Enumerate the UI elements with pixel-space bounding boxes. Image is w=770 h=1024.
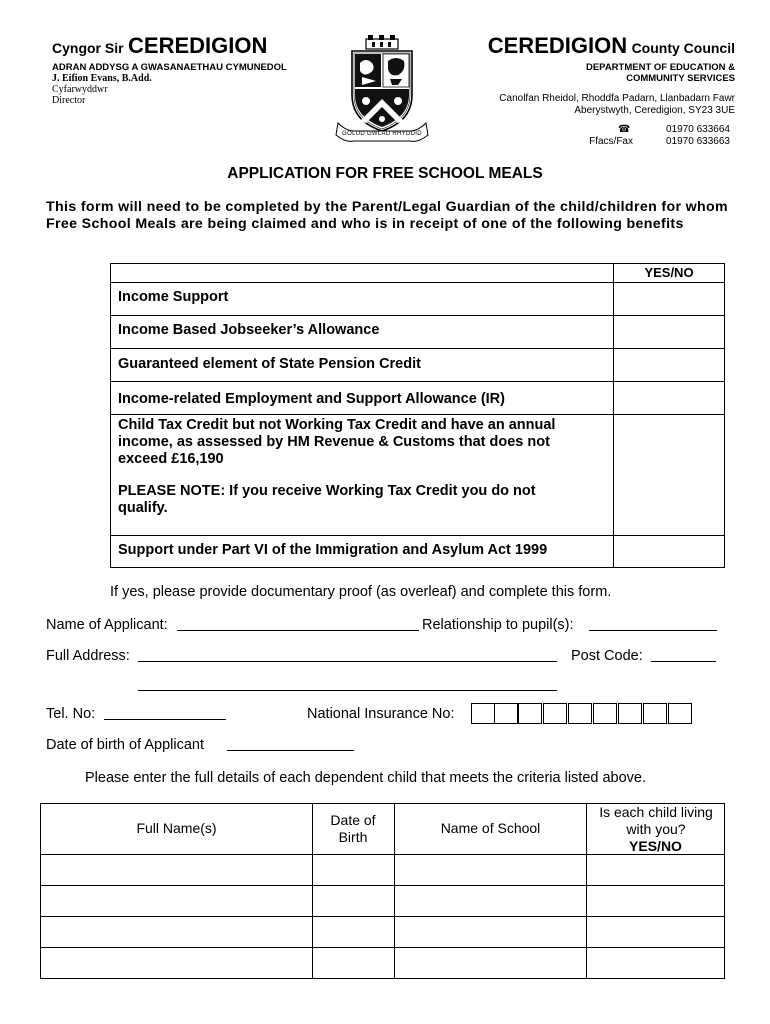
director-name: J. Eifion Evans, B.Add. (52, 73, 152, 84)
child-row-2[interactable] (41, 886, 724, 916)
benefit-answer-6[interactable] (614, 536, 724, 567)
children-note: Please enter the full details of each dependent child that meets the criteria listed above. (85, 770, 647, 786)
proof-note: If yes, please provide documentary proof (as overleaf) and complete this form. (110, 584, 612, 600)
col-header-living-yes-no: YES/NO (629, 838, 682, 854)
name-input[interactable] (177, 630, 419, 631)
department-line2: COMMUNITY SERVICES (626, 73, 735, 84)
postcode-input[interactable] (651, 661, 716, 662)
benefit-answer-3[interactable] (614, 349, 724, 381)
children-table (40, 803, 725, 979)
dob-input[interactable] (227, 750, 354, 751)
address-input-line1[interactable] (138, 661, 557, 662)
benefit-row-1: Income Support (118, 289, 229, 305)
relationship-label: Relationship to pupil(s): (422, 617, 574, 633)
relationship-input[interactable] (589, 630, 717, 631)
benefit-row-6: Support under Part VI of the Immigration and Asylum Act 1999 (118, 542, 548, 558)
address-label: Full Address: (46, 648, 130, 664)
benefits-yes-no-header: YES/NO (644, 265, 694, 280)
phone-icon: ☎ (618, 124, 631, 135)
col-header-living-question: Is each child living with you? (599, 804, 713, 837)
benefit-row-4: Income-related Employment and Support Allowance (IR) (118, 391, 505, 407)
name-label: Name of Applicant: (46, 617, 168, 633)
ni-box-7[interactable] (618, 703, 642, 724)
ni-box-1[interactable] (471, 703, 495, 724)
postcode-label: Post Code: (571, 648, 643, 664)
ni-box-9[interactable] (668, 703, 692, 724)
cyngor-prefix: Cyngor Sir (52, 40, 124, 56)
col-header-name: Full Name(s) (136, 820, 217, 836)
tel-label: Tel. No: (46, 706, 96, 722)
benefit-answer-4[interactable] (614, 382, 724, 414)
ni-box-3[interactable] (518, 703, 542, 724)
ni-label: National Insurance No: (307, 706, 455, 722)
header-left (52, 33, 342, 106)
dob-label: Date of birth of Applicant (46, 737, 204, 753)
address-input-line2[interactable] (138, 690, 557, 691)
fax-label: Ffacs/Fax (589, 136, 633, 147)
child-row-1[interactable] (41, 855, 724, 885)
benefit-answer-2[interactable] (614, 316, 724, 348)
ni-box-8[interactable] (643, 703, 667, 724)
benefit-answer-1[interactable] (614, 283, 724, 315)
department-line1: DEPARTMENT OF EDUCATION & (585, 62, 735, 73)
tel-input[interactable] (104, 719, 226, 720)
fax-number: 01970 633663 (666, 136, 730, 147)
page-title: APPLICATION FOR FREE SCHOOL MEALS (227, 165, 543, 182)
director-title: Director (52, 95, 86, 106)
council-crest (332, 35, 432, 145)
benefit-row-2: Income Based Jobseeker’s Allowance (118, 322, 380, 338)
crest-motto: GOLUD GWLAD RHYDDID (342, 131, 422, 137)
ni-box-2[interactable] (494, 703, 518, 724)
benefit-row-3: Guaranteed element of State Pension Credit (118, 356, 421, 372)
council-name: CEREDIGION (487, 33, 628, 58)
benefits-table (110, 263, 725, 568)
cyngor-name: CEREDIGION (128, 33, 268, 58)
phone-number: 01970 633664 (666, 124, 730, 135)
ni-box-5[interactable] (568, 703, 592, 724)
address-line2: Aberystwyth, Ceredigion, SY23 3UE (574, 105, 735, 116)
benefit-answer-5[interactable] (614, 415, 724, 535)
header-right (430, 33, 735, 117)
col-header-school: Name of School (440, 820, 541, 836)
ni-box-4[interactable] (543, 703, 567, 724)
child-row-4[interactable] (41, 948, 724, 978)
crest-icon (332, 35, 432, 145)
intro-text: This form will need to be completed by the Parent/Legal Guardian of the child/children for whom Free School Meals are being claimed and who is in receipt of one of the following benefits (46, 199, 729, 232)
col-header-dob: Date of Birth (330, 812, 376, 845)
council-suffix: County Council (631, 40, 735, 56)
child-row-3[interactable] (41, 917, 724, 947)
director-title-welsh: Cyfarwyddwr (52, 84, 108, 95)
department-welsh: ADRAN ADDYSG A GWASANAETHAU CYMUNEDOL (52, 62, 287, 73)
address-line1: Canolfan Rheidol, Rhoddfa Padarn, Llanbadarn Fawr (499, 93, 735, 104)
ni-box-6[interactable] (593, 703, 617, 724)
benefit-row-5-note: PLEASE NOTE: If you receive Working Tax Credit you do not qualify. (118, 483, 536, 516)
benefit-row-5: Child Tax Credit but not Working Tax Credit and have an annual income, as assessed by HM Revenue & Customs that does not exceed £16,190 (118, 417, 556, 467)
